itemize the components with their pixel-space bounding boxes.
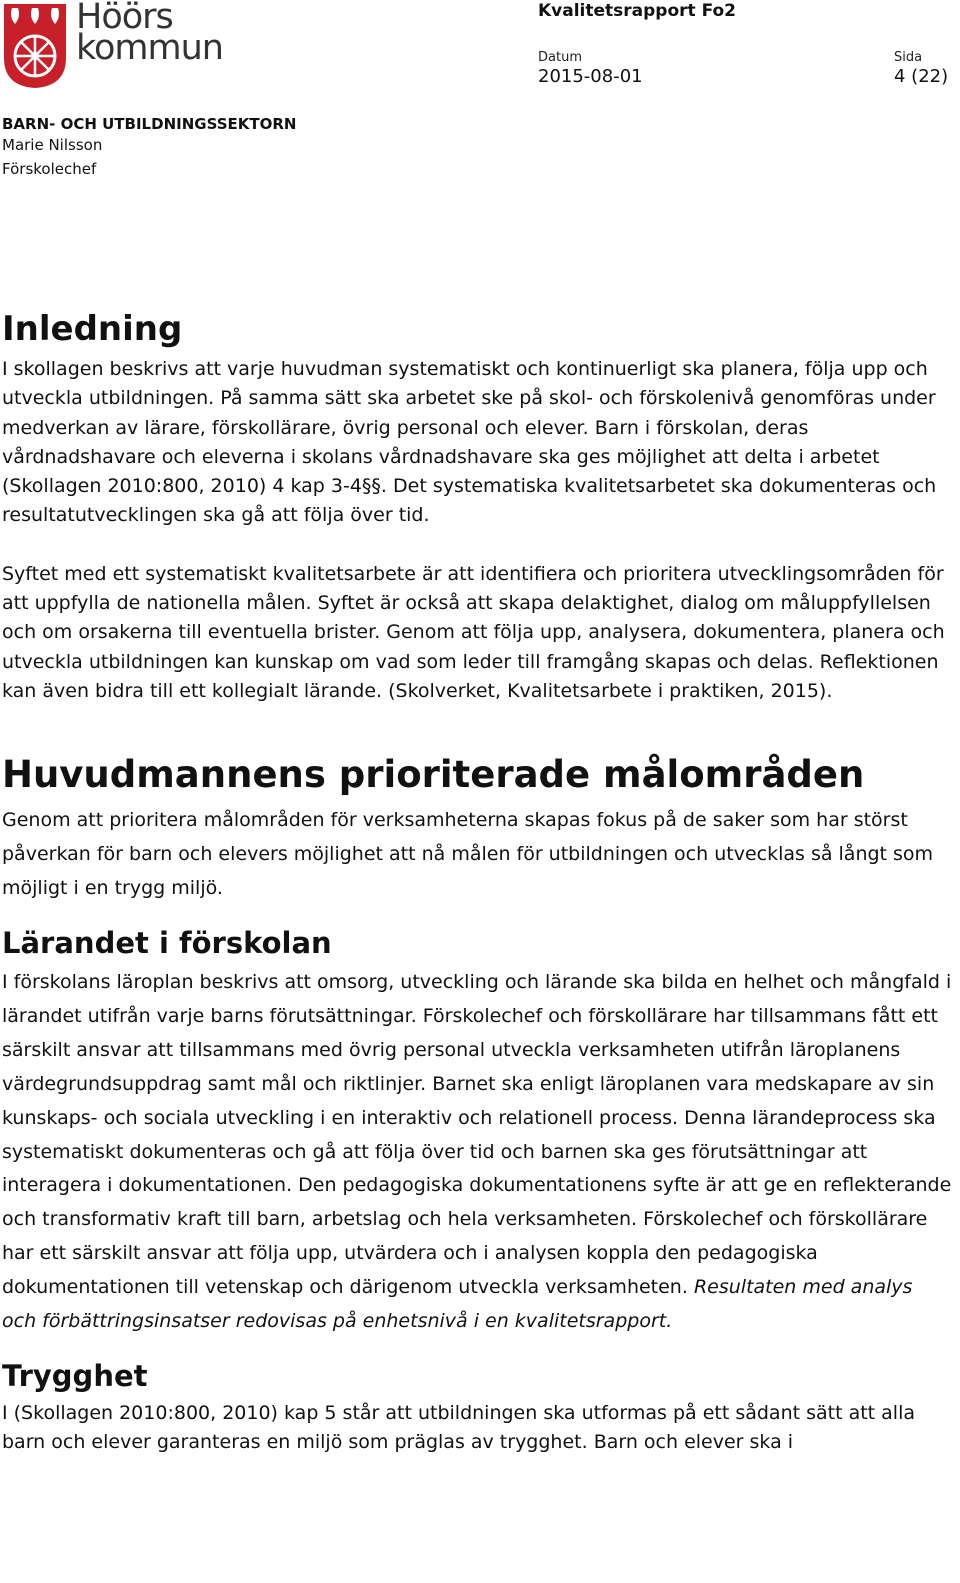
coat-of-arms-icon [2,2,68,90]
logo-wordmark: Höörs kommun [76,0,223,68]
paragraph-inledning-1: I skollagen beskrivs att varje huvudman systematiskt och kontinuerligt ska planera, följa upp och utveckla utbildningen. På samma sätt ska arbetet ske på skol- och förskolenivå genomföras under medverkan av lärare, förskollärare, övrig personal och elever. Barn i förskolan, deras vårdnadshavare och eleverna i skolans vårdnadshavare ska ges möjlighet att delta i arbetet (Skollagen 2010:800, 2010) 4 kap 3-4§§. Det systematiska kvalitetsarbetet ska dokumenteras och resultatutvecklingen ska gå att följa över tid. [2,358,937,527]
heading-trygghet: Trygghet [2,1358,148,1393]
page-number: 4 (22) [894,66,949,87]
document-title: Kvalitetsrapport Fo2 [538,1,737,21]
heading-larandet: Lärandet i förskolan [2,925,332,960]
paragraph-larandet-text: I förskolans läroplan beskrivs att omsorg, utveckling och lärande ska bilda en helhet och mångfald i lärandet utifrån varje barns förutsättningar. Förskolechef och förskollärare har tillsammans fått ett särskilt ansvar att tillsammans med övrig personal utveckla verksamheten utifrån läroplanens värdegrundsuppdrag samt mål och riktlinjer. Barnet ska enligt läroplanen vara medskapare av sin kunskaps- och sociala utveckling i en interaktiv och relationell process. Denna lärandeprocess ska systematiskt dokumenteras och gå att följa över tid och barnen ska ges förutsättningar att interagera i dokumentationen. Den pedagogiska dokumentationens syfte är att ge en reflekterande och transformativ kraft till barn, arbetslag och hela verksamheten. Förskolechef och förskollärare har ett särskilt ansvar att följa upp, utvärdera och i analysen koppla den pedagogiska dokumentationen till vetenskap och därigenom utveckla verksamheten. [2,970,952,1299]
paragraph-trygghet: I (Skollagen 2010:800, 2010) kap 5 står att utbildningen ska utformas på ett sådant sätt att alla barn och elever garanteras en miljö som präglas av trygghet. Barn och elever ska i [2,1401,916,1454]
document-body [2,303,952,1458]
date-value: 2015-08-01 [538,66,643,87]
paragraph-larandet-italic: Resultaten med analys och förbättringsinsatser redovisas på enhetsnivå i en kvalitetsrapport. [2,1276,913,1333]
paragraph-malomraden: Genom att prioritera målområden för verksamheterna skapas fokus på de saker som har störst påverkan för barn och elevers möjlighet att nå målen för utbildningen och utvecklas så långt som möjligt i en trygg miljö. [2,809,934,900]
page-label: Sida [894,50,923,65]
author-role: Förskolechef [2,160,97,178]
date-label: Datum [538,50,582,65]
department-name: BARN- OCH UTBILDNINGSSEKTORN [2,115,297,133]
hoors-kommun-logo [2,0,223,92]
heading-inledning: Inledning [2,309,183,349]
paragraph-inledning-2: Syftet med ett systematiskt kvalitetsarbete är att identifiera och prioritera utvecklingsområden för att uppfylla de nationella målen. Syftet är också att skapa delaktighet, dialog om måluppfyllelsen och om orsakerna till eventuella brister. Genom att följa upp, analysera, dokumentera, planera och utveckla utbildningen kan kunskap om vad som leder till framgång skapas och delas. Reflektionen kan även bidra till ett kollegialt lärande. (Skolverket, Kvalitetsarbete i praktiken, 2015). [2,562,945,702]
author-block [2,133,102,181]
heading-malomraden: Huvudmannens prioriterade målområden [2,753,865,797]
paragraph-larandet [2,966,952,1339]
author-name: Marie Nilsson [2,136,103,154]
